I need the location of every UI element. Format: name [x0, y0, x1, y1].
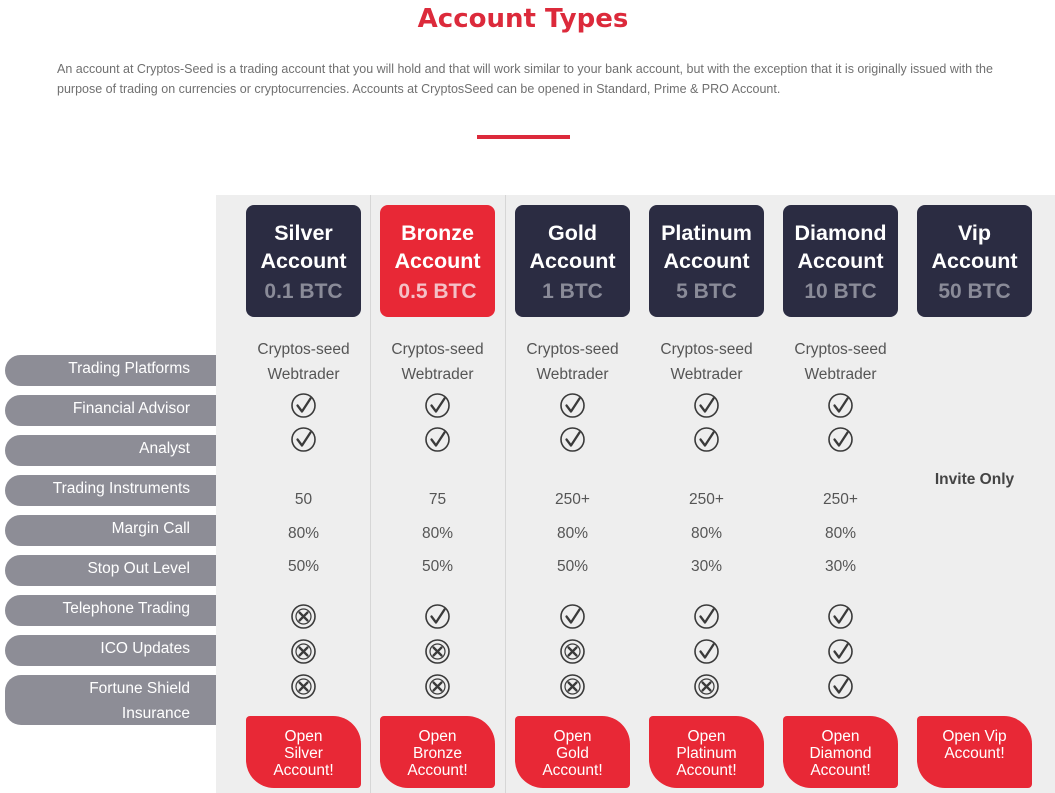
plan-header-card	[783, 205, 898, 317]
platform-line: Webtrader	[804, 366, 877, 383]
button-label: Account!	[542, 762, 603, 779]
button-label: Platinum	[676, 745, 737, 762]
check-circle-icon	[559, 603, 586, 630]
check-circle-icon	[693, 603, 720, 630]
trading-instruments-value: 250+	[555, 491, 590, 508]
plan-column-platinum	[649, 205, 764, 793]
plan-column-silver	[246, 205, 361, 793]
button-label: Open	[821, 728, 860, 745]
trading-platform-value	[515, 337, 630, 387]
x-circle-icon	[290, 673, 317, 700]
column-separator	[370, 195, 371, 793]
button-label: Account!	[810, 762, 871, 779]
feature-label-line: Fortune Shield	[89, 680, 190, 697]
plan-name: Diamond	[794, 221, 887, 245]
open-gold-account-button[interactable]	[515, 716, 630, 788]
margin-call-value: 80%	[556, 525, 589, 542]
trading-platform-value	[380, 337, 495, 387]
check-circle-icon	[424, 603, 451, 630]
plan-header-card	[649, 205, 764, 317]
plan-price: 50 BTC	[938, 280, 1011, 303]
stop-out-level-value: 30%	[824, 558, 857, 575]
platform-line: Webtrader	[401, 366, 474, 383]
margin-call-value: 80%	[690, 525, 723, 542]
plan-column-bronze	[380, 205, 495, 793]
plan-header-card	[246, 205, 361, 317]
stop-out-level-value: 50%	[556, 558, 589, 575]
feature-label-stop-out-level: Stop Out Level	[5, 555, 216, 586]
invite-only-text: Invite Only	[934, 471, 1015, 488]
plan-price: 0.5 BTC	[398, 280, 477, 303]
feature-label-analyst: Analyst	[5, 435, 216, 466]
button-label: Gold	[556, 745, 589, 762]
trading-platform-value	[246, 337, 361, 387]
x-circle-icon	[424, 673, 451, 700]
feature-label-margin-call: Margin Call	[5, 515, 216, 546]
trading-instruments-value: 50	[294, 491, 313, 508]
plan-header-card	[515, 205, 630, 317]
trading-platform-value	[783, 337, 898, 387]
button-label: Open	[418, 728, 457, 745]
plan-name: Account	[529, 249, 616, 273]
trading-instruments-value: 250+	[689, 491, 724, 508]
open-diamond-account-button[interactable]	[783, 716, 898, 788]
x-circle-icon	[559, 673, 586, 700]
platform-line: Cryptos-seed	[660, 341, 753, 358]
check-circle-icon	[693, 638, 720, 665]
open-bronze-account-button[interactable]	[380, 716, 495, 788]
margin-call-value: 80%	[421, 525, 454, 542]
plan-price: 1 BTC	[542, 280, 603, 303]
button-label: Open Vip	[942, 728, 1007, 745]
x-circle-icon	[693, 673, 720, 700]
plan-name: Account	[931, 249, 1018, 273]
feature-label-line: Insurance	[121, 705, 190, 722]
platform-line: Cryptos-seed	[391, 341, 484, 358]
trading-instruments-value: 75	[428, 491, 447, 508]
button-label: Account!	[676, 762, 737, 779]
page-title: Account Types	[417, 4, 629, 34]
plan-name: Account	[394, 249, 481, 273]
plan-column-diamond	[783, 205, 898, 793]
stop-out-level-value: 30%	[690, 558, 723, 575]
platform-line: Webtrader	[536, 366, 609, 383]
platform-line: Cryptos-seed	[794, 341, 887, 358]
plan-name: Account	[260, 249, 347, 273]
check-circle-icon	[290, 392, 317, 419]
button-label: Account!	[944, 745, 1005, 762]
plan-name: Vip	[957, 221, 992, 245]
margin-call-value: 80%	[824, 525, 857, 542]
platform-line: Cryptos-seed	[526, 341, 619, 358]
margin-call-value: 80%	[287, 525, 320, 542]
button-label: Bronze	[412, 745, 463, 762]
platform-line: Webtrader	[670, 366, 743, 383]
x-circle-icon	[290, 638, 317, 665]
check-circle-icon	[827, 638, 854, 665]
check-circle-icon	[827, 673, 854, 700]
open-silver-account-button[interactable]	[246, 716, 361, 788]
check-circle-icon	[693, 392, 720, 419]
button-label: Diamond	[809, 745, 872, 762]
check-circle-icon	[559, 426, 586, 453]
check-circle-icon	[827, 603, 854, 630]
button-label: Open	[284, 728, 323, 745]
open-platinum-account-button[interactable]	[649, 716, 764, 788]
button-label: Open	[553, 728, 592, 745]
check-circle-icon	[693, 426, 720, 453]
plan-price: 10 BTC	[804, 280, 877, 303]
stop-out-level-value: 50%	[287, 558, 320, 575]
plan-header-card	[380, 205, 495, 317]
trading-platform-value	[649, 337, 764, 387]
title-divider	[477, 135, 570, 139]
platform-line: Cryptos-seed	[257, 341, 350, 358]
feature-label-ico-updates: ICO Updates	[5, 635, 216, 666]
check-circle-icon	[827, 426, 854, 453]
button-label: Account!	[407, 762, 468, 779]
plan-name: Gold	[548, 221, 597, 245]
x-circle-icon	[559, 638, 586, 665]
check-circle-icon	[290, 426, 317, 453]
intro-text: An account at Cryptos-Seed is a trading account that you will hold and that will work similar to your bank account, but with the exception that it is originally issued with the purpose of trading on currencies or cryptocurrencies. Accounts at CryptosSeed can be opened in Standard, Prime & PRO Account.	[57, 62, 993, 96]
button-label: Account!	[273, 762, 334, 779]
column-separator	[505, 195, 506, 793]
check-circle-icon	[424, 392, 451, 419]
plan-column-gold	[515, 205, 630, 793]
x-circle-icon	[290, 603, 317, 630]
platform-line: Webtrader	[267, 366, 340, 383]
feature-label-fortune-shield-insurance	[5, 675, 216, 725]
plan-name: Silver	[274, 221, 333, 245]
plan-name: Bronze	[401, 221, 474, 245]
feature-label-trading-platforms: Trading Platforms	[5, 355, 216, 386]
plan-price: 5 BTC	[676, 280, 737, 303]
check-circle-icon	[559, 392, 586, 419]
stop-out-level-value: 50%	[421, 558, 454, 575]
plan-name: Account	[797, 249, 884, 273]
trading-instruments-value: 250+	[823, 491, 858, 508]
plan-column-vip	[917, 205, 1032, 793]
feature-label-telephone-trading: Telephone Trading	[5, 595, 216, 626]
plan-header-card	[917, 205, 1032, 317]
check-circle-icon	[827, 392, 854, 419]
feature-label-trading-instruments: Trading Instruments	[5, 475, 216, 506]
check-circle-icon	[424, 426, 451, 453]
button-label: Silver	[284, 745, 323, 762]
open-vip-account-button[interactable]	[917, 716, 1032, 788]
button-label: Open	[687, 728, 726, 745]
feature-label-financial-advisor: Financial Advisor	[5, 395, 216, 426]
plan-name: Account	[663, 249, 750, 273]
plan-name: Platinum	[661, 221, 752, 245]
x-circle-icon	[424, 638, 451, 665]
plan-price: 0.1 BTC	[264, 280, 343, 303]
